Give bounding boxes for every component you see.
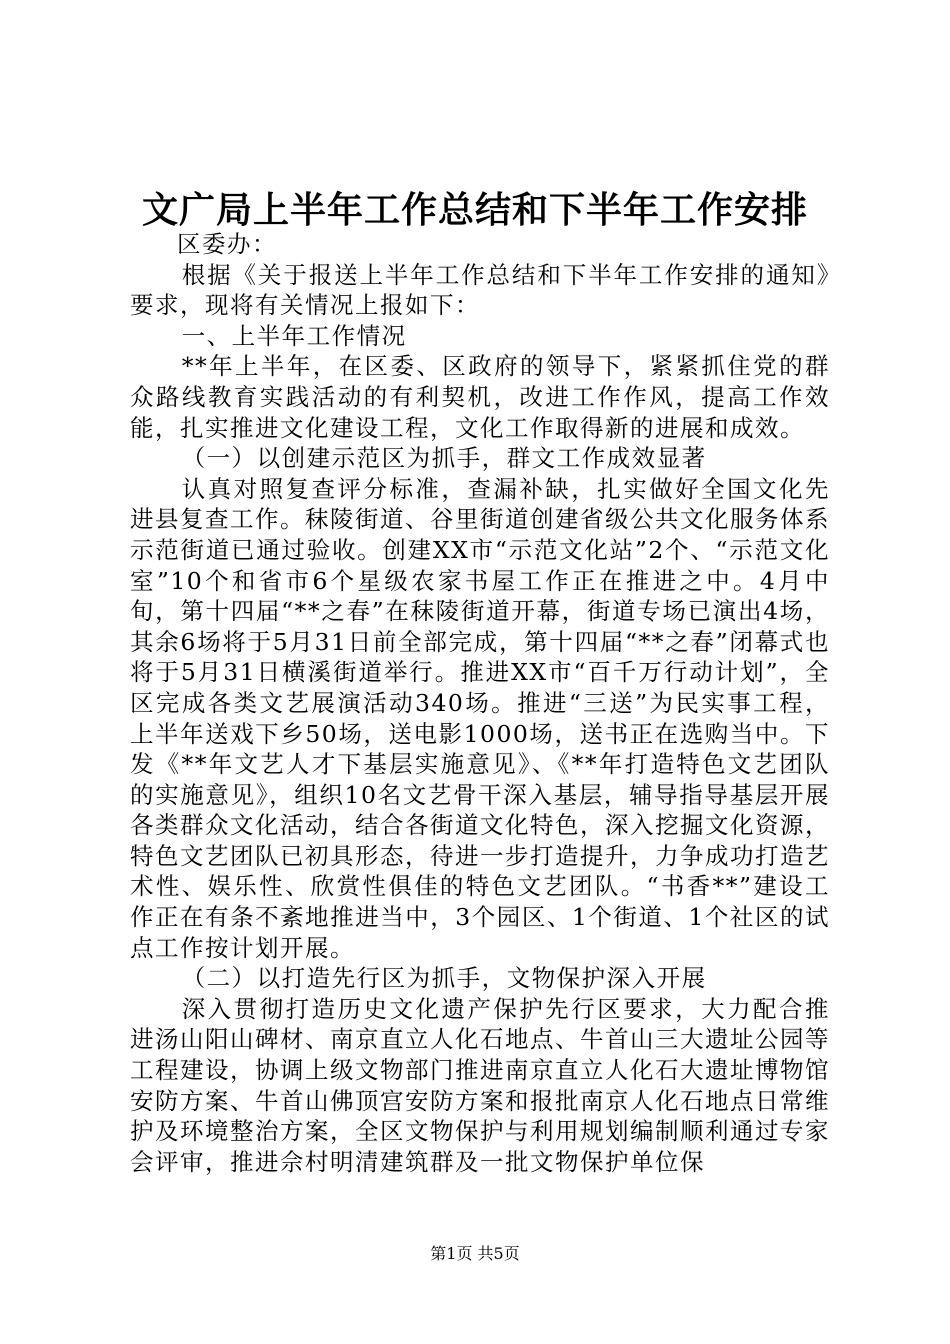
page-indicator: 第1页 共5页: [430, 1244, 520, 1263]
subsection-heading-2: （二）以打造先行区为抓手，文物保护深入开展: [181, 964, 707, 993]
intro-paragraph: 根据《关于报送上半年工作总结和下半年工作安排的通知》要求，现将有关情况上报如下：: [130, 260, 830, 320]
document-title: 文广局上半年工作总结和下半年工作安排: [141, 189, 808, 231]
summary-paragraph: **年上半年，在区委、区政府的领导下，紧紧抓住党的群众路线教育实践活动的有利契机，改进工作作风，提高工作效能，扎实推进文化建设工程，文化工作取得新的进展和成效。: [130, 352, 830, 442]
mass-culture-paragraph: 认真对照复查评分标准，查漏补缺，扎实做好全国文化先进县复查工作。秣陵街道、谷里街道创建省级公共文化服务体系示范街道已通过验收。创建XX市“示范文化站”2个、“示范文化室”10个和省市6个星级农家书屋工作正在推进之中。4月中旬，第十四届“**之春”在秣陵街道开幕，街道专场已演出4场，其余6场将于5月31日前全部完成，第十四届“**之春”闭幕式也将于5月31日横溪街道举行。推进XX市“百千万行动计划”，全区完成各类文艺展演活动340场。推进“三送”为民实事工程，上半年送戏下乡50场，送电影1000场，送书正在选购当中。下发《**年文艺人才下基层实施意见》、《**年打造特色文艺团队的实施意见》，组织10名文艺骨干深入基层，辅导指导基层开展各类群众文化活动，结合各街道文化特色，深入挖掘文化资源，特色文艺团队已初具形态，待进一步打造提升，力争成功打造艺术性、娱乐性、欣赏性俱佳的特色文艺团队。“书香**”建设工作正在有条不紊地推进当中，3个园区、1个街道、1个社区的试点工作按计划开展。: [130, 474, 830, 962]
document-body: [130, 229, 830, 1177]
subsection-heading-1: （一）以创建示范区为抓手，群文工作成效显著: [181, 444, 707, 473]
addressee-line: 区委办：: [177, 230, 277, 258]
section-heading-1: 一、上半年工作情况: [181, 321, 407, 350]
heritage-paragraph: 深入贯彻打造历史文化遗产保护先行区要求，大力配合推进汤山阳山碑材、南京直立人化石地点、牛首山三大遗址公园等工程建设，协调上级文物部门推进南京直立人化石大遗址博物馆安防方案、牛首山佛顶宫安防方案和报批南京人化石地点日常维护及环境整治方案，全区文物保护与利用规划编制顺利通过专家会评审，推进佘村明清建筑群及一批文物保护单位保: [130, 994, 830, 1176]
